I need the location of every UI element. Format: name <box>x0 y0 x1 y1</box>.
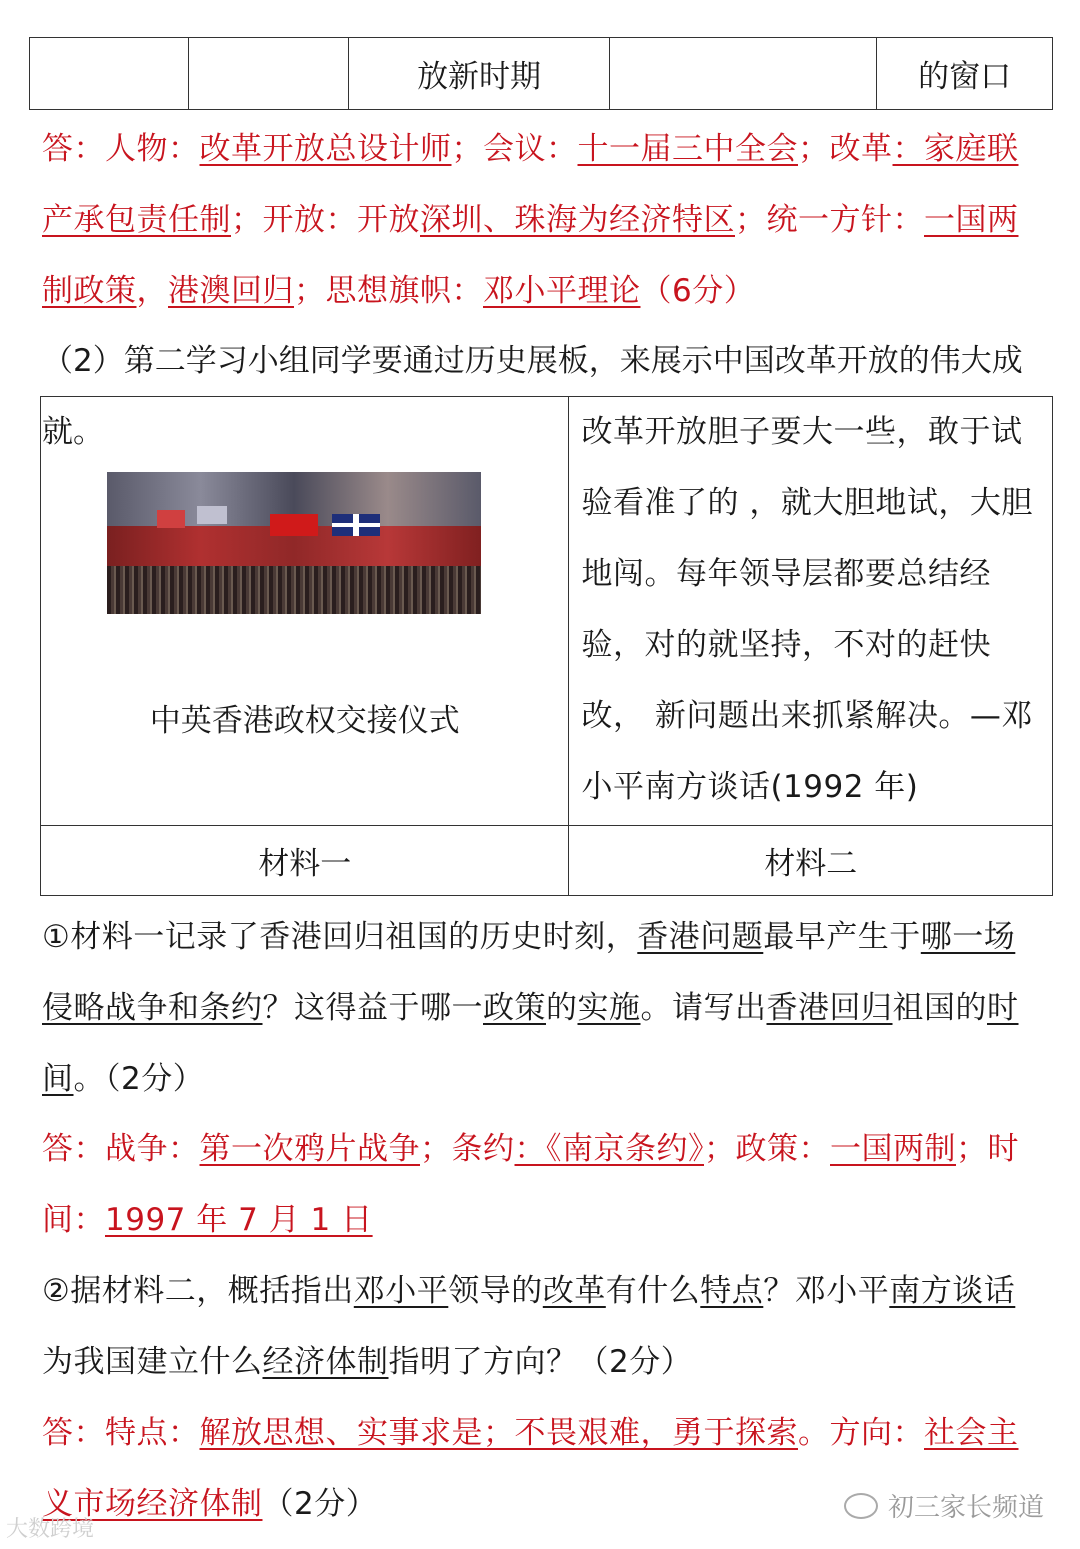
question-text: ？这得益于哪一 <box>262 990 483 1026</box>
top-cell-3: 放新时期 <box>349 38 610 110</box>
answer-text: ， <box>136 273 168 309</box>
photo-caption: 中英香港政权交接仪式 <box>149 703 460 739</box>
material-1-label: 材料一 <box>41 826 569 896</box>
question-key-term: 香港回归 <box>766 990 893 1026</box>
question-key-term: 经济体制 <box>262 1344 389 1380</box>
watermark <box>844 1487 1044 1524</box>
question-text: 祖国的 <box>892 990 987 1026</box>
material-2-label: 材料二 <box>569 826 1053 896</box>
corner-watermark: 大数跨境 <box>6 1517 95 1542</box>
question-key-term: 南方谈话 <box>889 1273 1016 1309</box>
answer-text: ；会议： <box>451 131 578 167</box>
answer-key-term: 港澳回归 <box>168 273 294 309</box>
answer-text: ；时间： <box>42 1131 1019 1238</box>
handover-ceremony-photo <box>107 472 481 614</box>
question-text: ①材料一记录了香港回归祖国的历史时刻， <box>42 919 638 955</box>
top-cell-2 <box>188 38 349 110</box>
top-cell-4 <box>609 38 876 110</box>
answer-key-term: 1997 年 7 月 1 日 <box>105 1202 373 1238</box>
answer-text: ；改革 <box>798 131 893 167</box>
question-text: 。请写出 <box>640 990 767 1026</box>
answer-key-term: 第一次鸦片战争 <box>199 1131 420 1167</box>
top-cell-1 <box>30 38 189 110</box>
top-table <box>29 37 1053 110</box>
answer-key-term: ：《南京条约》 <box>514 1131 704 1167</box>
question-key-term: 香港问题 <box>637 919 764 955</box>
question-text: ②据材料二，概括指出 <box>42 1273 354 1309</box>
china-flag-icon <box>270 514 318 536</box>
question-score: 。（2分） <box>73 1061 205 1097</box>
answer-key-term: 解放思想、实事求是；不畏艰难，勇于探索 <box>199 1415 798 1451</box>
answer-prefix: 答： <box>42 1131 105 1167</box>
watermark-text: 初三家长频道 <box>887 1493 1044 1523</box>
answer-key-term: 一国两制 <box>830 1131 956 1167</box>
answer-1 <box>42 114 1042 327</box>
materials-table <box>40 396 1053 896</box>
question-score: 指明了方向？（2分） <box>388 1344 693 1380</box>
answer-text: 人物： <box>105 131 200 167</box>
answer-key-term: 十一届三中全会 <box>577 131 798 167</box>
question-key-term: 特点 <box>700 1273 764 1309</box>
answer-text: ；思想旗帜： <box>294 273 483 309</box>
question-key-term: 改革 <box>542 1273 606 1309</box>
question-text: 领导的 <box>448 1273 543 1309</box>
answer-prefix: 答： <box>42 1415 105 1451</box>
question-text: ？邓小平 <box>763 1273 890 1309</box>
question-text: 最早产生于 <box>763 919 921 955</box>
answer-text: ；政策： <box>704 1131 830 1167</box>
answer-key-term: 社会主义市场经济体制 <box>42 1415 1019 1522</box>
question-key-term: 邓小平 <box>353 1273 449 1309</box>
material-1-cell <box>41 397 569 826</box>
answer-key-term: 一国两制政策 <box>42 202 1019 309</box>
question-2-1 <box>42 902 1042 1115</box>
answer-text: ；开放：开放 <box>231 202 420 238</box>
answer-2-1 <box>42 1114 1042 1256</box>
top-cell-5: 的窗口 <box>877 38 1053 110</box>
answer-key-term: 改革开放总设计师 <box>199 131 452 167</box>
answer-prefix: 答： <box>42 131 105 167</box>
answer-score: （2分） <box>262 1486 378 1522</box>
answer-text: ；统一方针： <box>735 202 924 238</box>
question-key-term: 政策 <box>483 990 546 1026</box>
answer-key-term: ：家庭联产承包责任制 <box>42 131 1019 238</box>
question-text: 为我国建立什么 <box>42 1344 263 1380</box>
question-2-2 <box>42 1256 1042 1398</box>
answer-key-term: 邓小平理论 <box>483 273 641 309</box>
question-key-term: 哪一场侵略战争和条约 <box>42 919 1016 1026</box>
answer-text: 。方向： <box>798 1415 924 1451</box>
answer-text: 特点： <box>105 1415 200 1451</box>
answer-text: 战争： <box>105 1131 200 1167</box>
question-key-term: 实施 <box>577 990 641 1026</box>
question-text: 的 <box>546 990 578 1026</box>
answer-key-term: 深圳、珠海为经济特区 <box>420 202 735 238</box>
answer-text: ；条约 <box>420 1131 515 1167</box>
uk-flag-icon <box>332 514 380 536</box>
wechat-icon <box>844 1493 878 1519</box>
answer-score: （6分） <box>640 273 756 309</box>
material-2-text: 改革开放胆子要大一些，敢于试验看准了的 ，就大胆地试，大胆地闯。每年领导层都要总结经验，对的就坚持，不对的赶快改， 新问题出来抓紧解决。—邓小平南方谈话(1992 年) <box>569 397 1053 826</box>
question-2-intro: （2）第二学习小组同学要通过历史展板，来展示中国改革开放的伟大成就。 <box>42 343 1023 450</box>
question-key-term: 时间 <box>42 990 1019 1097</box>
question-text: 有什么 <box>605 1273 701 1309</box>
